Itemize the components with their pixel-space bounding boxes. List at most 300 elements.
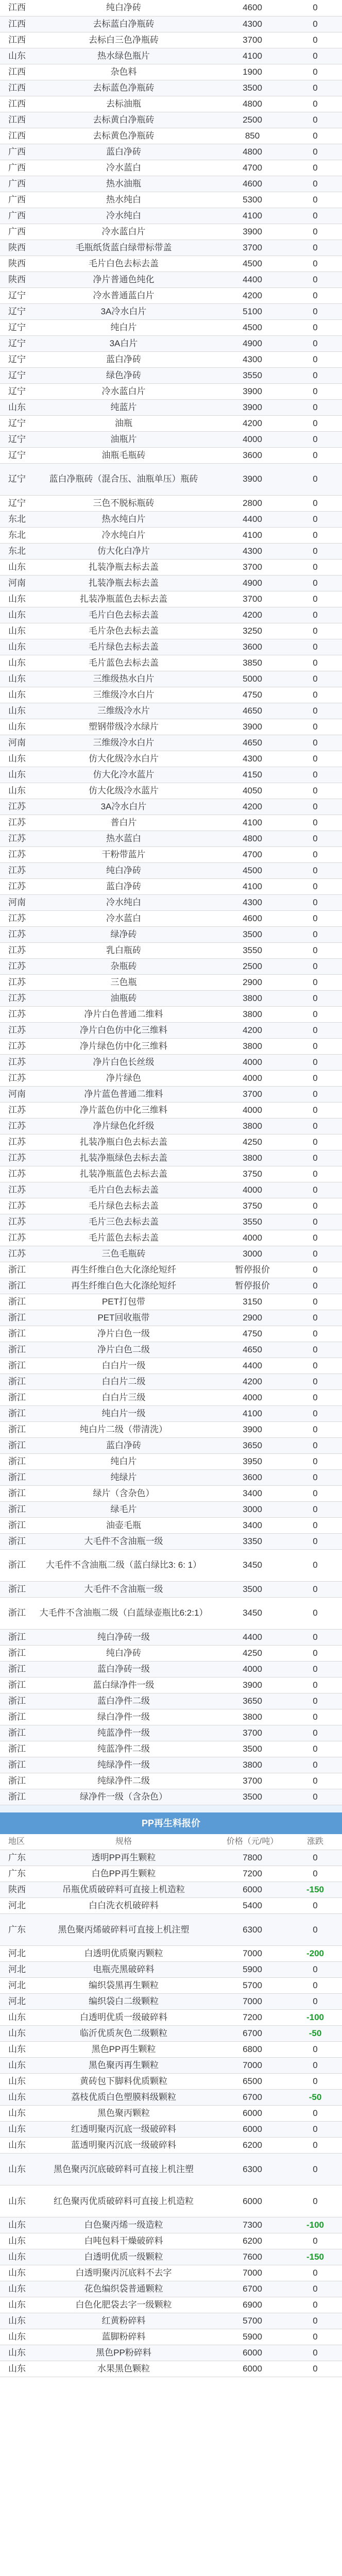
- row-price: 2500: [216, 112, 288, 128]
- row-change: 0: [288, 942, 342, 958]
- row-change: 0: [288, 910, 342, 926]
- row-region: 浙江: [0, 1741, 31, 1757]
- row-change: 0: [288, 1054, 342, 1070]
- table-row: [0, 1517, 342, 1533]
- row-price: 3700: [216, 1086, 288, 1102]
- table-row: [0, 1533, 342, 1549]
- row-change: 0: [288, 495, 342, 511]
- row-region: 广西: [0, 192, 31, 208]
- table-row: [0, 990, 342, 1006]
- row-region: 江西: [0, 0, 31, 16]
- row-spec: 绿净件一级（含杂色）: [31, 1789, 216, 1805]
- row-price: 3550: [216, 942, 288, 958]
- table-row: [0, 399, 342, 415]
- row-region: 山东: [0, 2217, 31, 2233]
- row-spec: 毛片蓝色去标去盖: [31, 655, 216, 671]
- row-price: 3650: [216, 1437, 288, 1453]
- row-region: 河南: [0, 894, 31, 910]
- row-change: 0: [288, 1389, 342, 1405]
- row-region: 东北: [0, 527, 31, 543]
- row-region: 江苏: [0, 1214, 31, 1230]
- row-region: 浙江: [0, 1278, 31, 1294]
- row-change: 0: [288, 287, 342, 303]
- row-change: 0: [288, 687, 342, 703]
- row-spec: 仿大化冷水蓝片: [31, 767, 216, 783]
- row-spec: 杂瓶砖: [31, 958, 216, 974]
- table-row: [0, 1166, 342, 1182]
- row-spec: 纯白净砖: [31, 1645, 216, 1661]
- row-price: 4000: [216, 1389, 288, 1405]
- table-row: [0, 2074, 342, 2090]
- table-row: [0, 160, 342, 176]
- row-spec: 毛片白色去标去盖: [31, 1182, 216, 1198]
- row-region: 浙江: [0, 1421, 31, 1437]
- row-change: 0: [288, 272, 342, 287]
- row-spec: 净片绿色: [31, 1070, 216, 1086]
- row-price: 3500: [216, 1789, 288, 1805]
- row-price: 4300: [216, 543, 288, 559]
- row-spec: 白白片一级: [31, 1358, 216, 1374]
- table-row: [0, 575, 342, 591]
- row-change: 0: [288, 1789, 342, 1805]
- row-price: 6700: [216, 2281, 288, 2297]
- table-row: [0, 2058, 342, 2074]
- row-region: 浙江: [0, 1725, 31, 1741]
- row-price: 6000: [216, 2106, 288, 2122]
- row-region: 浙江: [0, 1549, 31, 1581]
- row-change: -150: [288, 2249, 342, 2265]
- table-row: [0, 319, 342, 335]
- row-change: 0: [288, 1677, 342, 1693]
- row-price: 3450: [216, 1597, 288, 1629]
- header-spec: 规格: [31, 1834, 216, 1850]
- table-row: [0, 1501, 342, 1517]
- table-row: [0, 511, 342, 527]
- row-change: 0: [288, 799, 342, 815]
- row-change: 0: [288, 1006, 342, 1022]
- row-change: 0: [288, 2329, 342, 2345]
- row-price: 5900: [216, 1962, 288, 1978]
- row-change: 0: [288, 399, 342, 415]
- table-row: [0, 1629, 342, 1645]
- row-spec: 热水纯白片: [31, 511, 216, 527]
- row-price: 3950: [216, 1453, 288, 1469]
- row-change: 0: [288, 240, 342, 256]
- row-region: 山东: [0, 2138, 31, 2154]
- row-price: 5900: [216, 2329, 288, 2345]
- row-spec: 干粉带蓝片: [31, 846, 216, 862]
- table-row: [0, 607, 342, 623]
- row-price: 4100: [216, 878, 288, 894]
- row-price: 3250: [216, 623, 288, 639]
- row-region: 山东: [0, 2249, 31, 2265]
- row-price: 7300: [216, 2217, 288, 2233]
- row-region: 辽宁: [0, 463, 31, 495]
- row-price: 3600: [216, 1469, 288, 1485]
- row-region: 河北: [0, 1994, 31, 2010]
- row-change: 0: [288, 671, 342, 687]
- row-price: 4250: [216, 1134, 288, 1150]
- row-spec: 三维级冷水片: [31, 703, 216, 719]
- row-price: 3000: [216, 1246, 288, 1262]
- row-region: 山东: [0, 655, 31, 671]
- row-spec: 蓝白净砖一级: [31, 1661, 216, 1677]
- row-spec: 冷水纯白: [31, 208, 216, 224]
- row-region: 河北: [0, 1978, 31, 1994]
- row-change: 0: [288, 591, 342, 607]
- row-change: 0: [288, 655, 342, 671]
- row-price: 4600: [216, 176, 288, 192]
- row-region: 辽宁: [0, 287, 31, 303]
- table-row: [0, 383, 342, 399]
- row-spec: 纯蓝净件二级: [31, 1741, 216, 1757]
- row-change: 0: [288, 1086, 342, 1102]
- row-change: 0: [288, 1166, 342, 1182]
- row-change: 0: [288, 160, 342, 176]
- table-row: [0, 1898, 342, 1914]
- table-row: [0, 751, 342, 767]
- row-spec: 蓝白净件二级: [31, 1693, 216, 1709]
- row-price: 3400: [216, 1485, 288, 1501]
- row-spec: 编织袋白二级颗粒: [31, 1994, 216, 2010]
- row-change: 0: [288, 607, 342, 623]
- row-spec: 黑色聚丙烯破碎料可直接上机注塑: [31, 1914, 216, 1946]
- row-spec: 冷水纯白片: [31, 527, 216, 543]
- row-price: 5300: [216, 192, 288, 208]
- row-price: 4300: [216, 894, 288, 910]
- row-region: 山东: [0, 2154, 31, 2185]
- row-price: 6700: [216, 2026, 288, 2042]
- row-region: 山东: [0, 2010, 31, 2026]
- row-change: 0: [288, 367, 342, 383]
- row-spec: 大毛件不含油瓶二级（蓝白绿比3: 6: 1）: [31, 1549, 216, 1581]
- row-price: 4000: [216, 1661, 288, 1677]
- row-spec: 水果黑色颗粒: [31, 2361, 216, 2377]
- row-price: 4100: [216, 815, 288, 831]
- row-region: 陕西: [0, 256, 31, 272]
- row-change: 0: [288, 1278, 342, 1294]
- table-row: [0, 272, 342, 287]
- row-spec: 纯白片: [31, 1453, 216, 1469]
- row-change: 0: [288, 1469, 342, 1485]
- row-price: 3800: [216, 1118, 288, 1134]
- table-row: [0, 1693, 342, 1709]
- row-spec: 热水绿色瓶片: [31, 48, 216, 64]
- row-change: 0: [288, 1629, 342, 1645]
- row-price: 3800: [216, 1757, 288, 1773]
- row-price: 3800: [216, 990, 288, 1006]
- row-change: 0: [288, 463, 342, 495]
- table-row: [0, 1994, 342, 2010]
- row-region: 江西: [0, 64, 31, 80]
- table-row: [0, 831, 342, 846]
- row-price: 4650: [216, 703, 288, 719]
- row-region: 江苏: [0, 926, 31, 942]
- row-region: 江苏: [0, 910, 31, 926]
- row-region: 山东: [0, 607, 31, 623]
- row-region: 广西: [0, 224, 31, 240]
- row-change: 0: [288, 1326, 342, 1342]
- table-row: [0, 671, 342, 687]
- row-change: 0: [288, 1693, 342, 1709]
- row-region: 辽宁: [0, 431, 31, 447]
- table-row: [0, 1022, 342, 1038]
- row-spec: 净片白色二级: [31, 1342, 216, 1358]
- row-spec: 塑钢带级冷水绿片: [31, 719, 216, 735]
- row-region: 浙江: [0, 1645, 31, 1661]
- row-price: 3750: [216, 1198, 288, 1214]
- row-price: 7800: [216, 1850, 288, 1866]
- table-row: [0, 767, 342, 783]
- row-region: 山东: [0, 2122, 31, 2138]
- row-price: 3600: [216, 639, 288, 655]
- row-change: 0: [288, 2281, 342, 2297]
- table-row: [0, 1597, 342, 1629]
- row-change: 0: [288, 1962, 342, 1978]
- row-price: 3150: [216, 1294, 288, 1310]
- row-spec: 吊瓶优质破碎料可直接上机造粒: [31, 1882, 216, 1898]
- row-price: 4750: [216, 1326, 288, 1342]
- row-spec: 三维级热水白片: [31, 671, 216, 687]
- row-spec: 绿色净砖: [31, 367, 216, 383]
- table-row: [0, 1773, 342, 1789]
- row-change: 0: [288, 2138, 342, 2154]
- row-price: 2800: [216, 495, 288, 511]
- table-row: [0, 1962, 342, 1978]
- row-region: 江苏: [0, 1070, 31, 1086]
- table-row: [0, 1789, 342, 1805]
- row-region: 山东: [0, 2265, 31, 2281]
- row-spec: 电瓶壳黑破碎料: [31, 1962, 216, 1978]
- row-spec: 冷水蓝白片: [31, 383, 216, 399]
- table-row: [0, 495, 342, 511]
- row-region: 广东: [0, 1866, 31, 1882]
- table-row: [0, 735, 342, 751]
- row-price: 3700: [216, 591, 288, 607]
- row-change: 0: [288, 2361, 342, 2377]
- table-row: [0, 1882, 342, 1898]
- row-price: 4050: [216, 783, 288, 799]
- row-spec: PET打包带: [31, 1294, 216, 1310]
- row-spec: 扎装净瓶蓝色去标去盖: [31, 1166, 216, 1182]
- row-price: 3450: [216, 1549, 288, 1581]
- row-region: 山东: [0, 639, 31, 655]
- row-change: 0: [288, 751, 342, 767]
- row-region: 辽宁: [0, 319, 31, 335]
- row-change: 0: [288, 1214, 342, 1230]
- row-price: 3700: [216, 32, 288, 48]
- row-price: 6900: [216, 2297, 288, 2313]
- row-region: 广西: [0, 208, 31, 224]
- row-price: 3650: [216, 1693, 288, 1709]
- table-row: [0, 96, 342, 112]
- row-change: 0: [288, 1994, 342, 2010]
- row-price: 4200: [216, 799, 288, 815]
- row-region: 浙江: [0, 1661, 31, 1677]
- row-price: 3600: [216, 447, 288, 463]
- row-price: 4000: [216, 1070, 288, 1086]
- row-change: 0: [288, 2106, 342, 2122]
- row-region: 江苏: [0, 878, 31, 894]
- row-spec: 红透明聚丙沉底一级破碎料: [31, 2122, 216, 2138]
- row-price: 850: [216, 128, 288, 144]
- row-spec: 白色PP再生颗粒: [31, 1866, 216, 1882]
- row-price: 1900: [216, 64, 288, 80]
- header-region: 地区: [0, 1834, 31, 1850]
- row-price: 4000: [216, 1054, 288, 1070]
- row-region: 江苏: [0, 1198, 31, 1214]
- row-spec: 毛片白色去标去盖: [31, 607, 216, 623]
- row-region: 浙江: [0, 1629, 31, 1645]
- row-price: 4600: [216, 910, 288, 926]
- row-price: 5100: [216, 303, 288, 319]
- table-row: [0, 1294, 342, 1310]
- row-region: 陕西: [0, 240, 31, 256]
- table-row: [0, 1978, 342, 1994]
- table-row: [0, 1070, 342, 1086]
- row-region: 江苏: [0, 831, 31, 846]
- row-price: 4400: [216, 272, 288, 287]
- row-region: 广西: [0, 176, 31, 192]
- row-price: 3900: [216, 399, 288, 415]
- table-row: [0, 2010, 342, 2026]
- row-change: 0: [288, 575, 342, 591]
- row-spec: 纯白净砖: [31, 862, 216, 878]
- row-price: 5400: [216, 1898, 288, 1914]
- row-spec: 纯白片二级（带清洗）: [31, 1421, 216, 1437]
- row-region: 浙江: [0, 1773, 31, 1789]
- row-spec: 去标蓝白净瓶砖: [31, 16, 216, 32]
- table-row: [0, 1581, 342, 1597]
- table-row: [0, 1038, 342, 1054]
- header-price: 价格（元/吨）: [216, 1834, 288, 1850]
- row-change: -50: [288, 2090, 342, 2106]
- row-price: 7000: [216, 1994, 288, 2010]
- row-region: 山东: [0, 2329, 31, 2345]
- row-price: 6000: [216, 2185, 288, 2217]
- row-change: 0: [288, 2154, 342, 2185]
- row-change: 0: [288, 1645, 342, 1661]
- table-row: [0, 1198, 342, 1214]
- row-spec: 油壶毛瓶: [31, 1517, 216, 1533]
- row-region: 山东: [0, 687, 31, 703]
- row-price: 7200: [216, 1866, 288, 1882]
- row-spec: 净片蓝色普通二维料: [31, 1086, 216, 1102]
- row-change: 0: [288, 1978, 342, 1994]
- row-change: 0: [288, 1549, 342, 1581]
- row-spec: 再生纤维白色大化涤纶短纤: [31, 1278, 216, 1294]
- table-row: [0, 1757, 342, 1773]
- table-row: [0, 1850, 342, 1866]
- row-change: 0: [288, 415, 342, 431]
- row-price: 4800: [216, 144, 288, 160]
- row-spec: 黑色PP再生颗粒: [31, 2042, 216, 2058]
- row-change: 0: [288, 1501, 342, 1517]
- row-change: 0: [288, 815, 342, 831]
- table-row: [0, 2345, 342, 2361]
- row-spec: 热水纯白: [31, 192, 216, 208]
- row-change: 0: [288, 1182, 342, 1198]
- row-spec: 白透明优质一级破碎料: [31, 2010, 216, 2026]
- row-region: 浙江: [0, 1517, 31, 1533]
- row-change: 0: [288, 1773, 342, 1789]
- row-region: 广西: [0, 160, 31, 176]
- table-row: [0, 2249, 342, 2265]
- row-spec: 3A白片: [31, 335, 216, 351]
- row-spec: 冷水蓝白: [31, 910, 216, 926]
- row-region: 浙江: [0, 1262, 31, 1278]
- row-spec: 白色化肥袋去字一级颗粒: [31, 2297, 216, 2313]
- row-price: 7000: [216, 2265, 288, 2281]
- table-row: [0, 176, 342, 192]
- row-price: 4900: [216, 575, 288, 591]
- table-row: [0, 687, 342, 703]
- row-spec: 蓝白净砖: [31, 878, 216, 894]
- row-spec: 仿大化白净片: [31, 543, 216, 559]
- table-row: [0, 2217, 342, 2233]
- row-spec: 蓝白净砖: [31, 1437, 216, 1453]
- row-change: 0: [288, 2313, 342, 2329]
- row-price: 6000: [216, 2361, 288, 2377]
- row-spec: 去标油瓶: [31, 96, 216, 112]
- header-change: 涨跌: [288, 1834, 342, 1850]
- row-price: 4650: [216, 1342, 288, 1358]
- table-row: [0, 1709, 342, 1725]
- table-row: [0, 2281, 342, 2297]
- table-row: [0, 1182, 342, 1198]
- row-spec: 杂色料: [31, 64, 216, 80]
- row-spec: 蓝白净砖: [31, 351, 216, 367]
- row-change: 0: [288, 1517, 342, 1533]
- row-price: 4900: [216, 335, 288, 351]
- row-region: 江苏: [0, 815, 31, 831]
- row-spec: 油瓶砖: [31, 990, 216, 1006]
- row-spec: 白白片三级: [31, 1389, 216, 1405]
- row-region: 浙江: [0, 1677, 31, 1693]
- row-region: 山东: [0, 2233, 31, 2249]
- row-price: 2900: [216, 974, 288, 990]
- row-spec: 毛片三色去标去盖: [31, 1214, 216, 1230]
- table-row: [0, 1389, 342, 1405]
- row-spec: 再生纤维白色大化涤纶短纤: [31, 1262, 216, 1278]
- row-price: 暂停报价: [216, 1278, 288, 1294]
- row-region: 浙江: [0, 1469, 31, 1485]
- row-change: 0: [288, 2185, 342, 2217]
- row-region: 广西: [0, 144, 31, 160]
- row-change: 0: [288, 1437, 342, 1453]
- row-price: 4300: [216, 16, 288, 32]
- row-spec: 仿大化级冷水白片: [31, 751, 216, 767]
- row-spec: 白白洗衣机破碎料: [31, 1898, 216, 1914]
- row-price: 3400: [216, 1517, 288, 1533]
- row-spec: 透明PP再生颗粒: [31, 1850, 216, 1866]
- row-region: 江苏: [0, 1102, 31, 1118]
- row-spec: 仿大化级冷水蓝片: [31, 783, 216, 799]
- row-change: 0: [288, 1230, 342, 1246]
- row-region: 东北: [0, 511, 31, 527]
- row-region: 山东: [0, 623, 31, 639]
- row-spec: 大毛件不含油瓶一级: [31, 1533, 216, 1549]
- row-price: 4700: [216, 846, 288, 862]
- row-spec: 纯绿净件二级: [31, 1773, 216, 1789]
- row-spec: 净片白色一级: [31, 1326, 216, 1342]
- row-price: 3700: [216, 1773, 288, 1789]
- row-price: 4500: [216, 256, 288, 272]
- row-region: 江西: [0, 80, 31, 96]
- row-region: 陕西: [0, 272, 31, 287]
- row-price: 4100: [216, 527, 288, 543]
- row-region: 浙江: [0, 1581, 31, 1597]
